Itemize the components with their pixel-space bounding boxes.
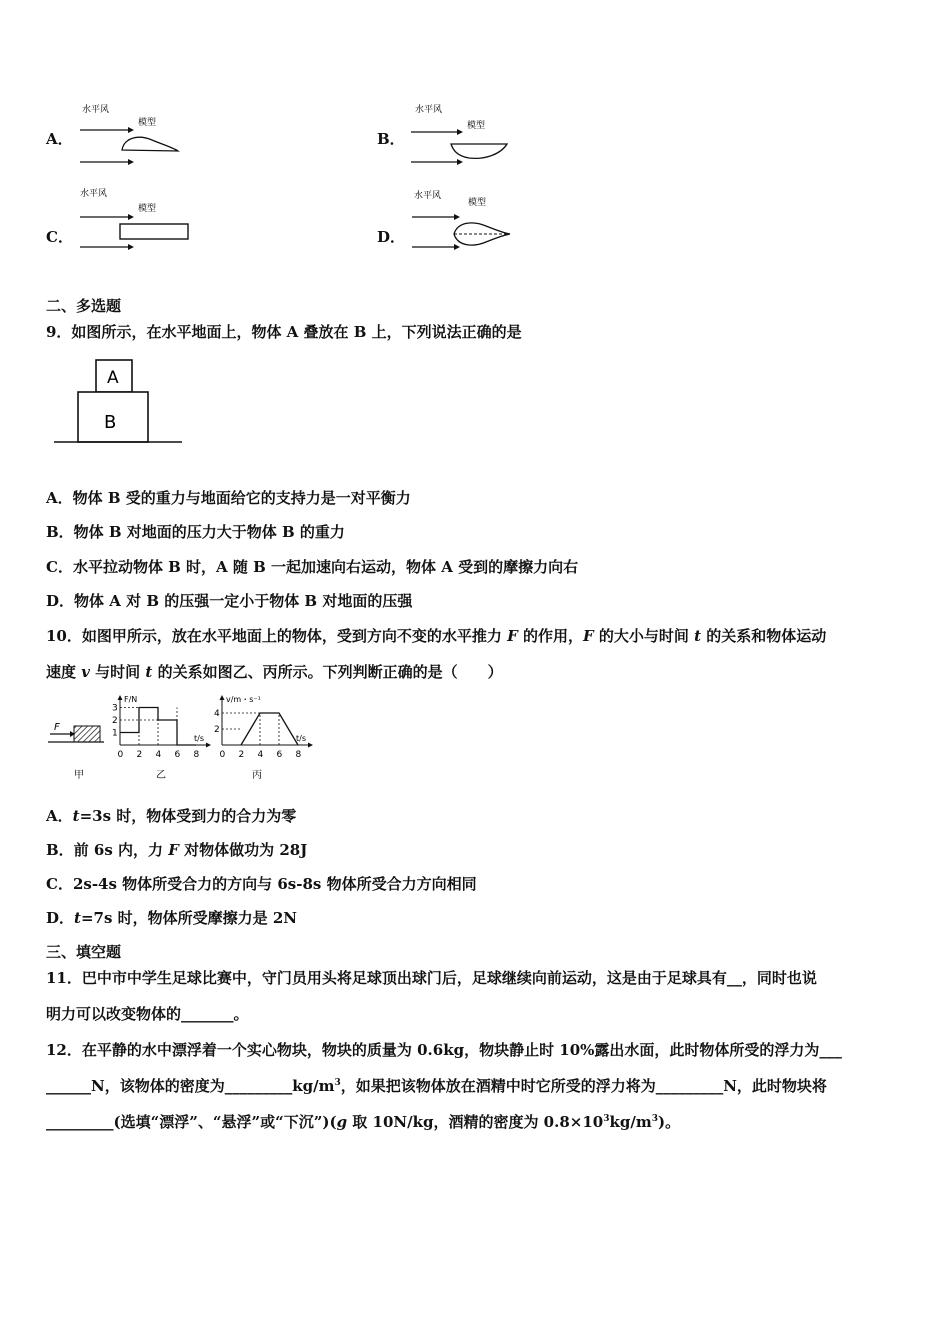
q9-option-a: A．物体 B 受的重力与地面给它的支持力是一对平衡力: [46, 489, 411, 507]
y-tick-label: 4: [214, 709, 220, 719]
option-d-letter: D．: [377, 228, 406, 246]
option-b-letter: B．: [377, 130, 405, 148]
y-tick-label: 3: [112, 703, 118, 714]
option-c-letter: C．: [46, 228, 73, 246]
section-title-multiple-choice: 二、多选题: [46, 297, 122, 315]
q10-stem-line2: 速度 v 与时间 t 的关系如图乙、丙所示。下列判断正确的是（ ）: [46, 663, 503, 681]
figure-b-airfoil: [405, 100, 515, 170]
x-tick-label: 0: [219, 750, 226, 760]
bing-label: 丙: [252, 770, 262, 781]
chart-yi-force-time: [112, 695, 211, 781]
x-tick-label: 2: [238, 750, 245, 760]
chart-bing-velocity-time: [214, 695, 313, 781]
y-tick-label: 2: [112, 716, 118, 726]
block-b-label: B: [104, 412, 117, 433]
q10-option-b: B．前 6s 内，力 F 对物体做功为 28J: [46, 841, 308, 859]
y-axis-label: F/N: [124, 695, 138, 704]
svg-text:水平风: 水平风: [414, 191, 442, 201]
q9-option-b: B．物体 B 对地面的压力大于物体 B 的重力: [46, 523, 345, 541]
wind-label: 水平风: [82, 105, 110, 115]
q9-figure-stacked-blocks: [52, 356, 187, 448]
force-label: F: [54, 722, 60, 733]
x-axis-label: t/s: [194, 734, 204, 743]
q9-stem: 9．如图所示，在水平地面上，物体 A 叠放在 B 上，下列说法正确的是: [46, 323, 522, 341]
y-tick-label: 2: [214, 725, 220, 735]
yi-label: 乙: [156, 770, 166, 781]
x-tick-label: 2: [136, 750, 143, 760]
airfoil-shape: [122, 137, 178, 151]
rectangle-shape: [120, 224, 188, 239]
svg-text:水平风: 水平风: [415, 105, 443, 115]
q10-option-d: D．t=7s 时，物体所受摩擦力是 2N: [46, 909, 297, 927]
y-tick-label: 1: [112, 728, 118, 739]
svg-text:模型: 模型: [468, 198, 487, 208]
q10-option-c: C．2s-4s 物体所受合力的方向与 6s-8s 物体所受合力方向相同: [46, 875, 477, 893]
x-axis-arrow: [308, 743, 313, 748]
q12-line1: 12．在平静的水中漂浮着一个实心物块，物块的质量为 0.6kg，物块静止时 10%露出水面，此时物体所受的浮力为___: [46, 1041, 842, 1059]
x-tick-label: 4: [155, 750, 162, 760]
block-a-label: A: [107, 368, 119, 388]
x-tick-label: 8: [193, 750, 200, 760]
q11-line2: 明力可以改变物体的_______。: [46, 1005, 249, 1023]
model-label: 模型: [138, 118, 157, 128]
q9-option-d: D．物体 A 对 B 的压强一定小于物体 B 对地面的压强: [46, 592, 413, 610]
svg-text:模型: 模型: [138, 204, 157, 214]
figure-d-teardrop: [408, 185, 528, 255]
q9-option-c: C．水平拉动物体 B 时，A 随 B 一起加速向右运动，物体 A 受到的摩擦力向右: [46, 558, 579, 576]
x-tick-label: 4: [257, 750, 264, 760]
figure-c-rectangle: [76, 185, 196, 255]
inverted-airfoil-shape: [451, 144, 507, 158]
svg-text:模型: 模型: [467, 121, 486, 131]
x-tick-label: 6: [174, 750, 181, 760]
option-a-letter: A．: [46, 130, 73, 148]
section-title-fill-blank: 三、填空题: [46, 943, 122, 961]
y-axis-label: v/m・s⁻¹: [226, 695, 261, 704]
q11-line1: 11．巴中市中学生足球比赛中，守门员用头将足球顶出球门后，足球继续向前运动，这是由于足球具有__，同时也说: [46, 969, 817, 987]
figure-jia: [48, 722, 104, 781]
jia-label: 甲: [74, 770, 84, 781]
q10-stem-line1: 10．如图甲所示，放在水平地面上的物体，受到方向不变的水平推力 F 的作用，F 的大小与时间 t 的关系和物体运动: [46, 627, 827, 645]
x-tick-label: 0: [117, 750, 124, 760]
q10-option-a: A．t=3s 时，物体受到力的合力为零: [46, 807, 297, 825]
x-tick-label: 8: [295, 750, 302, 760]
svg-text:水平风: 水平风: [80, 189, 108, 199]
q12-line3: _________(选填“漂浮”、“悬浮”或“下沉”)(g 取 10N/kg，酒精的密度为 $0.8\times 10^3kg/m^3$)。: [46, 1113, 681, 1131]
x-tick-label: 6: [276, 750, 283, 760]
x-axis-arrow: [206, 743, 211, 748]
q12-line2: ______N，该物体的密度为$\_\_\_\_\_\_\_\_\_kg/m^3$，如果把该物体放在酒精中时它所受的浮力将为_________N，此时物块将: [46, 1077, 827, 1095]
velocity-line: [241, 713, 298, 745]
figure-a-airfoil: [76, 100, 186, 170]
x-axis-label: t/s: [296, 734, 306, 743]
q10-figure: [44, 690, 314, 785]
y-axis-arrow: [220, 695, 225, 700]
y-axis-arrow: [118, 695, 123, 700]
